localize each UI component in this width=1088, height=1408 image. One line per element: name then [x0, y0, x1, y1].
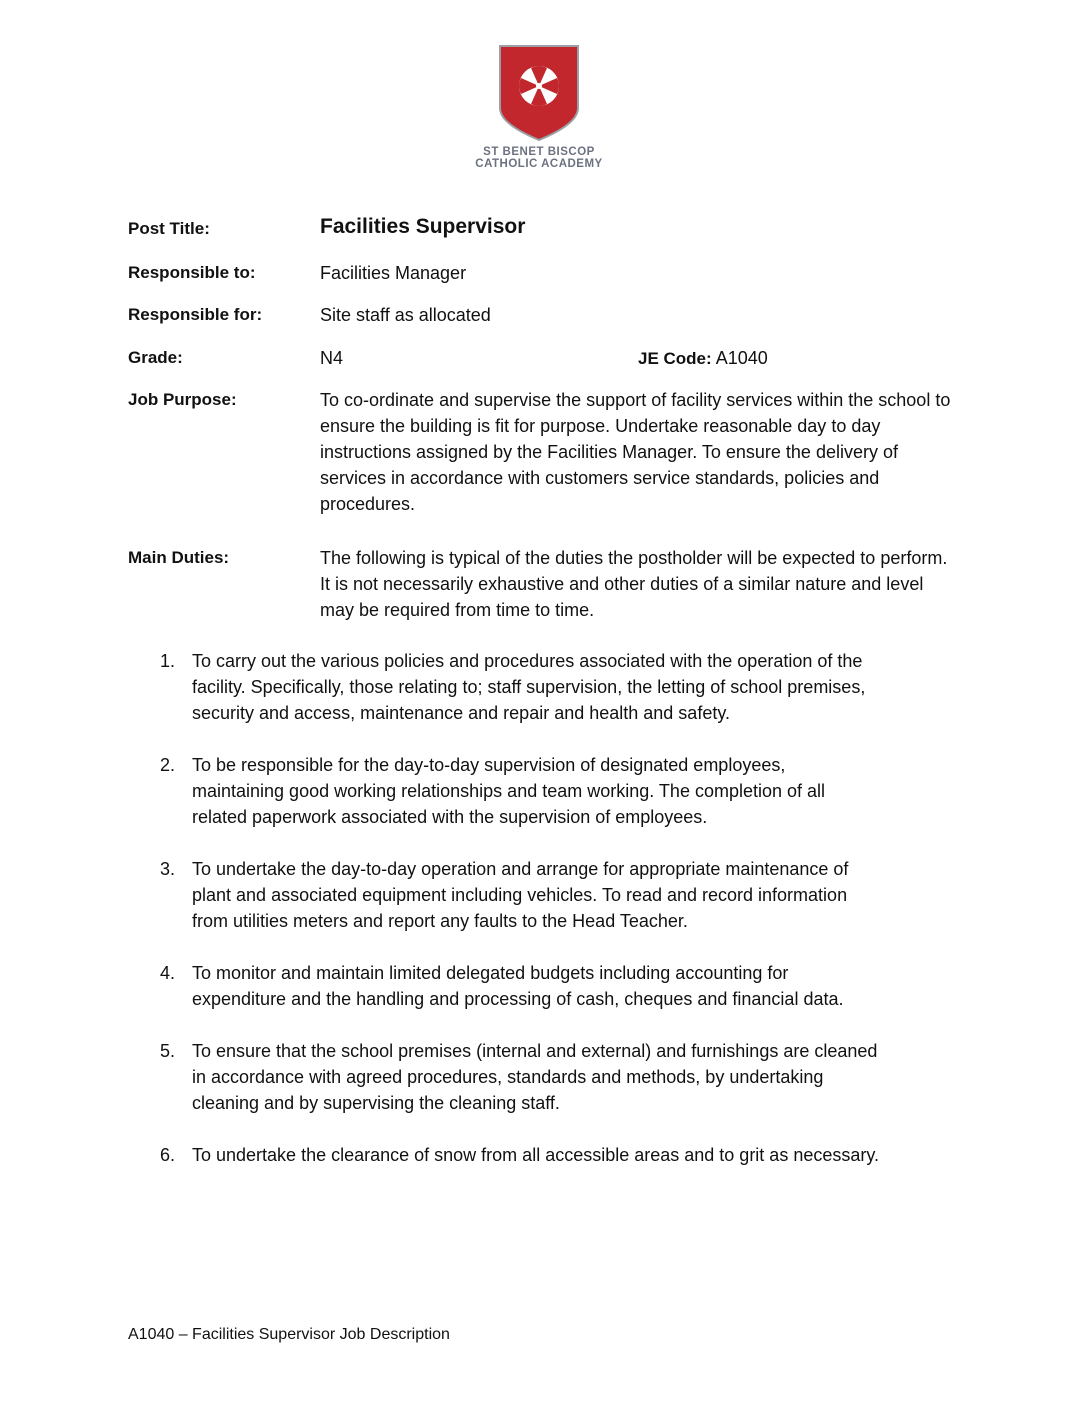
duty-text: To carry out the various policies and procedures associated with the operation of the facility. Specifically, those relating to; staff supervision, the letting of school premises, security and access, maintenance and repair and health and safety. — [192, 651, 866, 723]
je-code-label: JE Code: — [638, 349, 712, 368]
duty-text: To be responsible for the day-to-day supervision of designated employees, maintaining good working relationships and team working. The completion of all related paperwork associated with the supervision of employees. — [192, 755, 826, 827]
responsible-to-value: Facilities Manager — [320, 263, 467, 283]
duty-number: 4. — [160, 963, 176, 983]
school-logo — [464, 44, 614, 180]
duty-number: 3. — [160, 859, 176, 879]
responsible-for-label: Responsible for: — [128, 305, 263, 324]
responsible-to-label: Responsible to: — [128, 263, 256, 282]
logo-line1: ST BENET BISCOP — [483, 146, 595, 158]
duty-text: To monitor and maintain limited delegated budgets including accounting for expenditure and the handling and processing of cash, cheques and financial data. — [192, 963, 844, 1009]
duties-list — [160, 648, 880, 1194]
grade-label: Grade: — [128, 348, 183, 367]
duty-text: To undertake the day-to-day operation and arrange for appropriate maintenance of plant and associated equipment including vehicles. To read and record information from utilities meters and report any faults to the Head Teacher. — [192, 859, 849, 931]
duty-text: To ensure that the school premises (internal and external) and furnishings are cleaned in accordance with agreed procedures, standards and methods, by undertaking cleaning and by supervising the cleaning staff. — [192, 1041, 878, 1113]
post-title-label: Post Title: — [128, 219, 210, 238]
duty-item — [160, 1142, 880, 1168]
duty-number: 5. — [160, 1041, 176, 1061]
responsible-for-value: Site staff as allocated — [320, 305, 491, 325]
post-title-value: Facilities Supervisor — [320, 215, 526, 238]
duty-item — [160, 648, 880, 726]
je-code — [638, 345, 768, 372]
duty-text: To undertake the clearance of snow from all accessible areas and to grit as necessary. — [192, 1145, 880, 1165]
je-code-value: A1040 — [711, 348, 768, 368]
logo-line2: CATHOLIC ACADEMY — [475, 158, 603, 170]
main-duties-text: The following is typical of the duties the postholder will be expected to perform. It is not necessarily exhaustive and other duties of a similar nature and level may be required from time to time. — [320, 548, 948, 620]
duty-item — [160, 1038, 880, 1116]
job-purpose-label: Job Purpose: — [128, 390, 237, 409]
duty-item — [160, 960, 880, 1012]
duty-number: 6. — [160, 1145, 176, 1165]
duty-number: 1. — [160, 651, 176, 671]
main-duties-label: Main Duties: — [128, 548, 230, 567]
duty-item — [160, 856, 880, 934]
duty-item — [160, 752, 880, 830]
duty-number: 2. — [160, 755, 176, 775]
job-purpose-text: To co-ordinate and supervise the support of facility services within the school to ensure the building is fit for purpose. Undertake reasonable day to day instructions assigned by the Facilities Manager. To ensure the delivery of services in accordance with customers service standards, policies and procedures. — [320, 390, 951, 514]
shield-cross-icon — [498, 44, 580, 142]
page-footer: A1040 – Facilities Supervisor Job Description — [128, 1326, 450, 1343]
grade-value: N4 — [320, 348, 344, 368]
